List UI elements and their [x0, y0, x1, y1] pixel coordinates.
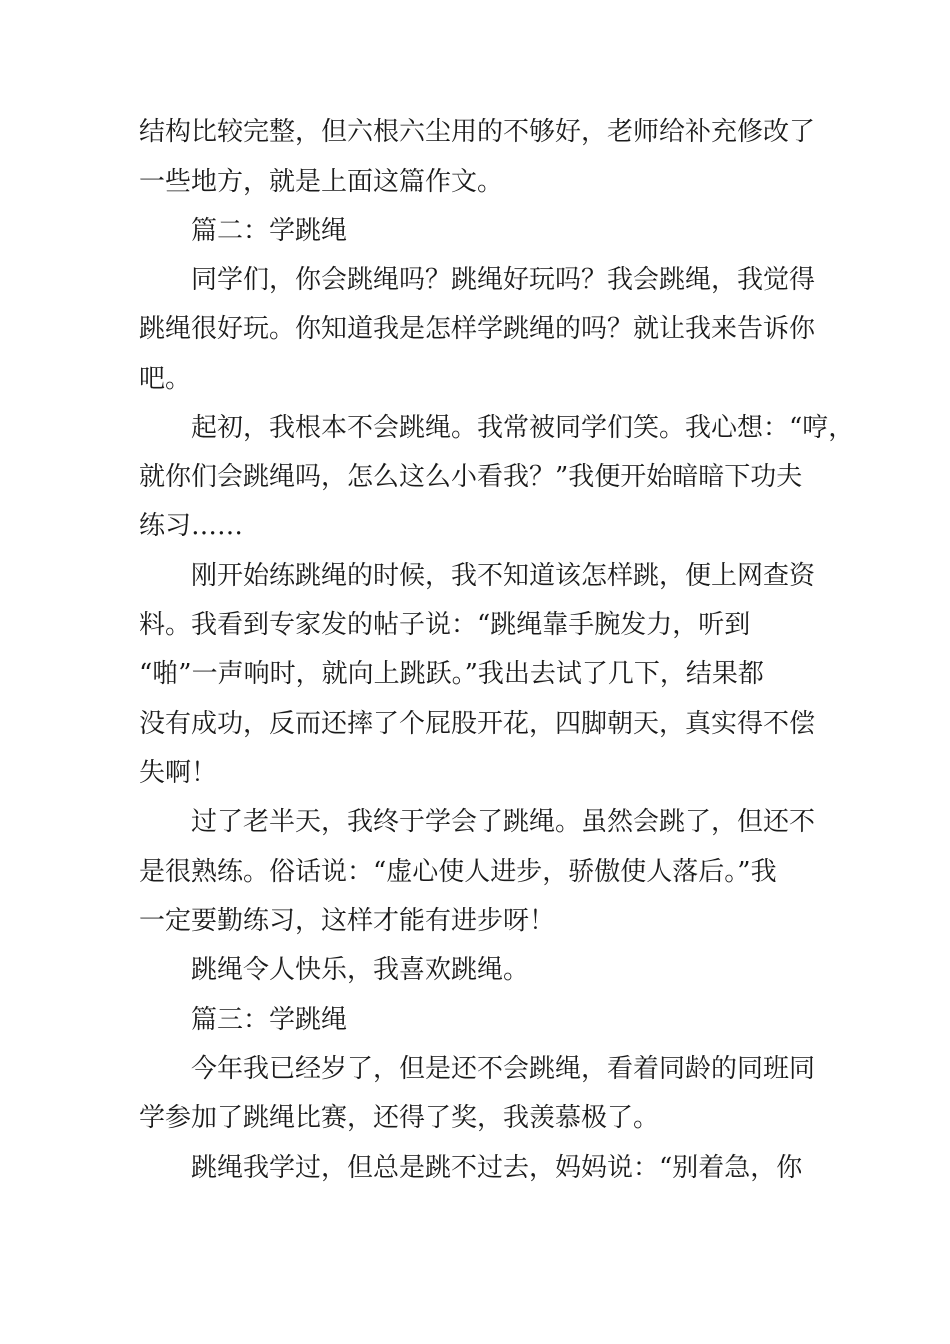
text-line-18: 跳绳令人快乐，我喜欢跳绳。 [191, 955, 530, 985]
text-line-5: 跳绳很好玩。你知道我是怎样学跳绳的吗？就让我来告诉你 [139, 314, 816, 344]
text-line-12: “啪”一声响时，就向上跳跃。”我出去试了几下，结果都 [139, 659, 764, 689]
text-line-15: 过了老半天，我终于学会了跳绳。虽然会跳了，但还不 [191, 807, 816, 837]
text-line-9: 练习…… [139, 511, 244, 541]
text-line-20: 今年我已经岁了，但是还不会跳绳，看着同龄的同班同 [191, 1054, 816, 1084]
text-line-14: 失啊！ [139, 758, 218, 788]
text-line-22: 跳绳我学过，但总是跳不过去，妈妈说：“别着急，你 [191, 1153, 803, 1183]
text-line-7: 起初，我根本不会跳绳。我常被同学们笑。我心想：“哼， [191, 413, 855, 443]
text-line-16: 是很熟练。俗话说：“虚心使人进步，骄傲使人落后。”我 [139, 857, 777, 887]
text-line-21: 学参加了跳绳比赛，还得了奖，我羡慕极了。 [139, 1103, 660, 1133]
text-line-8: 就你们会跳绳吗，怎么这么小看我？”我便开始暗暗下功夫 [139, 462, 803, 492]
text-line-10: 刚开始练跳绳的时候，我不知道该怎样跳，便上网查资 [191, 561, 816, 591]
text-line-11: 料。我看到专家发的帖子说：“跳绳靠手腕发力，听到 [139, 610, 751, 640]
section-heading-3: 篇三：学跳绳 [191, 1005, 348, 1035]
text-line-1: 结构比较完整，但六根六尘用的不够好，老师给补充修改了 [139, 117, 816, 147]
text-line-17: 一定要勤练习，这样才能有进步呀！ [139, 906, 556, 936]
text-line-4: 同学们，你会跳绳吗？跳绳好玩吗？我会跳绳，我觉得 [191, 265, 816, 295]
text-line-13: 没有成功，反而还摔了个屁股开花，四脚朝天，真实得不偿 [139, 709, 816, 739]
text-line-2: 一些地方，就是上面这篇作文。 [139, 167, 504, 197]
text-line-6: 吧。 [139, 364, 192, 394]
section-heading-2: 篇二：学跳绳 [191, 216, 348, 246]
